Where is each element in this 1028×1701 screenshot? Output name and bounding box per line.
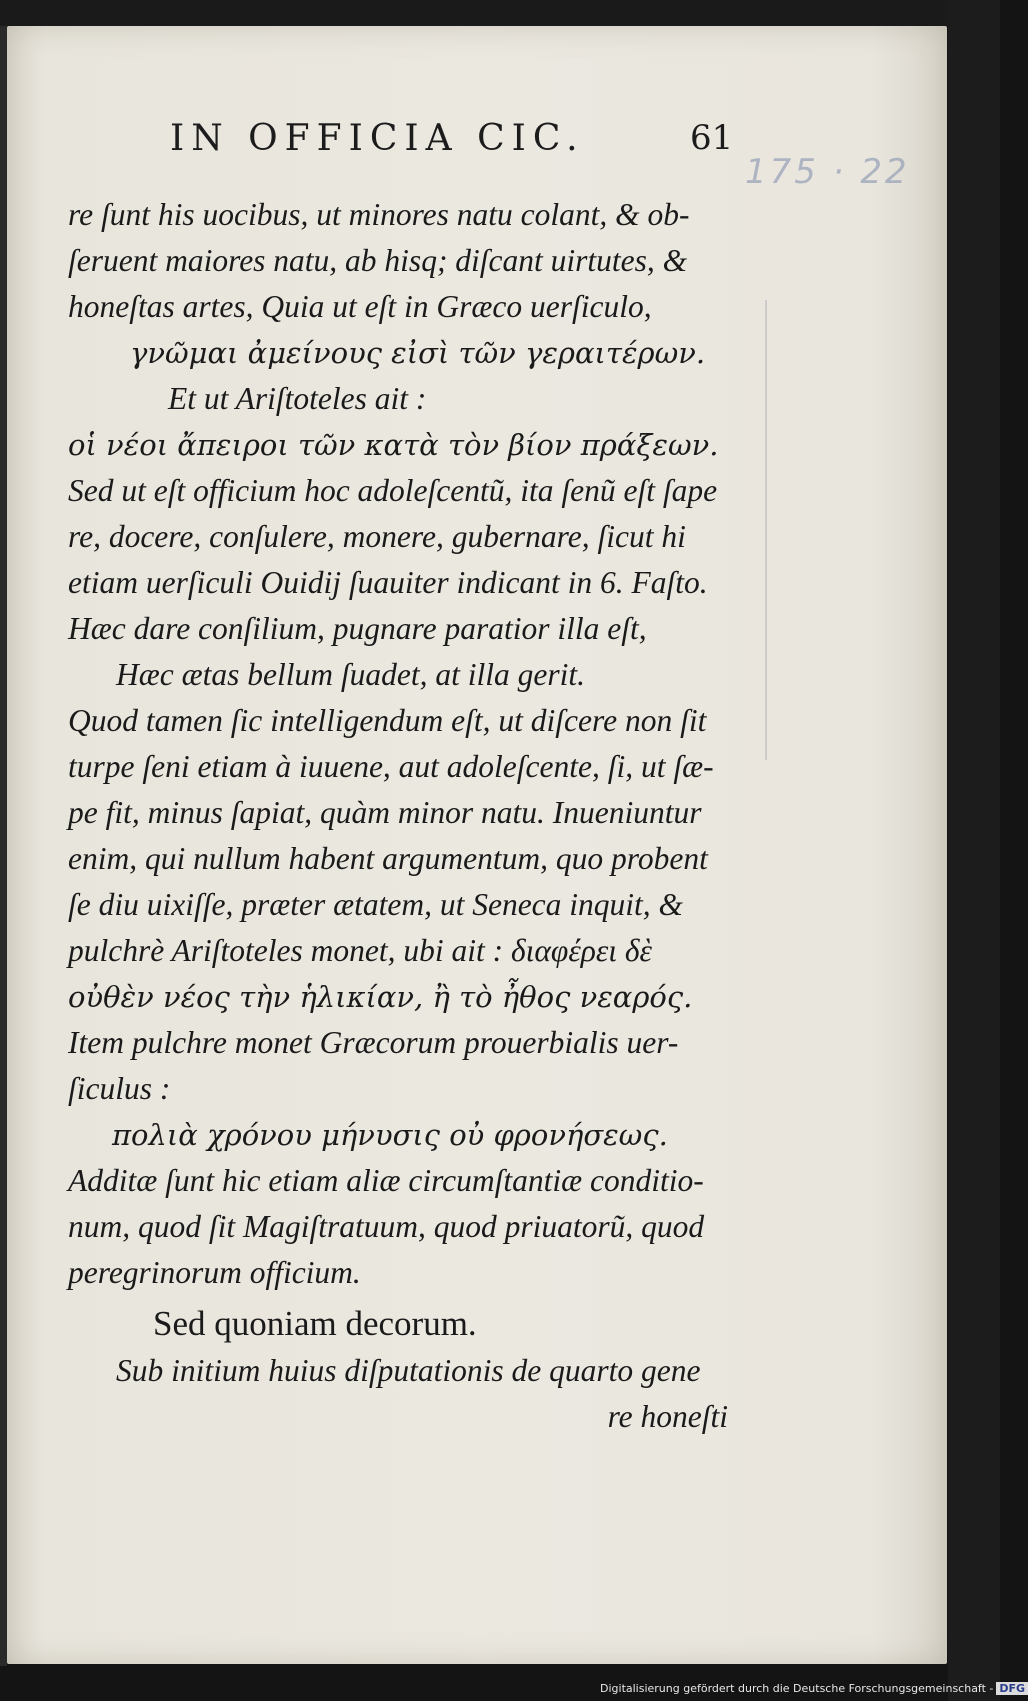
scan-left-edge <box>0 26 7 1666</box>
text-line: pulchrè Ariſtoteles monet, ubi ait : διαφέρει δὲ <box>68 933 652 968</box>
greek-proverb-line: πολιὰ χρόνου μήνυσις οὐ φρονήσεως. <box>112 1118 668 1152</box>
text-line: re ſunt his uocibus, ut minores natu colant, & ob- <box>68 197 690 232</box>
greek-quote-line: οἱ νέοι ἄπειροι τῶν κατὰ τὸν βίον πράξεων. <box>68 428 719 462</box>
page-body <box>68 192 748 1440</box>
verse-line: Hæc dare conſilium, pugnare paratior illa eſt, <box>68 611 647 646</box>
running-title: IN OFFICIA CIC. <box>170 118 585 159</box>
dfg-logo: DFG <box>996 1682 1028 1695</box>
scan-top-border <box>0 0 1000 26</box>
text-line: etiam uerſiculi Ouidij ſuauiter indicant in 6. Faſto. <box>68 565 708 600</box>
folio-number: 61 <box>690 118 734 158</box>
digitization-credit <box>600 1682 1026 1698</box>
text-line: Sed ut eſt officium hoc adoleſcentũ, ita ſenũ eſt ſape <box>68 473 718 508</box>
scan-right-border <box>948 0 1000 1701</box>
catchword: re honeſti <box>607 1399 728 1434</box>
text-line: num, quod ſit Magiſtratuum, quod priuatorũ, quod <box>68 1209 705 1244</box>
running-header <box>170 118 734 168</box>
text-line: ſiculus : <box>68 1071 171 1106</box>
credit-text: Digitalisierung gefördert durch die Deutsche Forschungsgemeinschaft - <box>600 1682 994 1695</box>
margin-pencil-note: 175 · 22 <box>745 152 910 192</box>
text-line: Additæ ſunt hic etiam aliæ circumſtantiæ conditio- <box>68 1163 704 1198</box>
margin-pencil-line <box>765 300 767 760</box>
text-line: Sub initium huius diſputationis de quarto gene <box>116 1353 701 1388</box>
text-line: Et ut Ariſtoteles ait : <box>168 381 427 416</box>
text-line: ſe diu uixiſſe, præter ætatem, ut Seneca inquit, & <box>68 887 684 922</box>
text-line: re, docere, conſulere, monere, gubernare, ſicut hi <box>68 519 686 554</box>
text-line: pe fit, minus ſapiat, quàm minor natu. Inueniuntur <box>68 795 702 830</box>
text-line: peregrinorum officium. <box>68 1255 361 1290</box>
greek-quote-line: οὐθὲν νέος τὴν ἡλικίαν, ἢ τὸ ἦθος νεαρός. <box>68 980 693 1014</box>
text-line: Item pulchre monet Græcorum prouerbialis uer- <box>68 1025 679 1060</box>
greek-verse-line: γνῶμαι ἀμείνους εἰσὶ τῶν γεραιτέρων. <box>130 336 706 370</box>
text-line: enim, qui nullum habent argumentum, quo probent <box>68 841 708 876</box>
verse-line: Hæc ætas bellum ſuadet, at illa gerit. <box>116 657 585 692</box>
section-heading: Sed quoniam decorum. <box>153 1304 477 1343</box>
text-line: Quod tamen ſic intelligendum eſt, ut diſcere non ſit <box>68 703 707 738</box>
text-line: honeſtas artes, Quia ut eſt in Græco uerſiculo, <box>68 289 652 324</box>
text-line: ſeruent maiores natu, ab hisq; diſcant uirtutes, & <box>68 243 688 278</box>
text-line: turpe ſeni etiam à iuuene, aut adoleſcente, ſi, ut ſæ- <box>68 749 714 784</box>
